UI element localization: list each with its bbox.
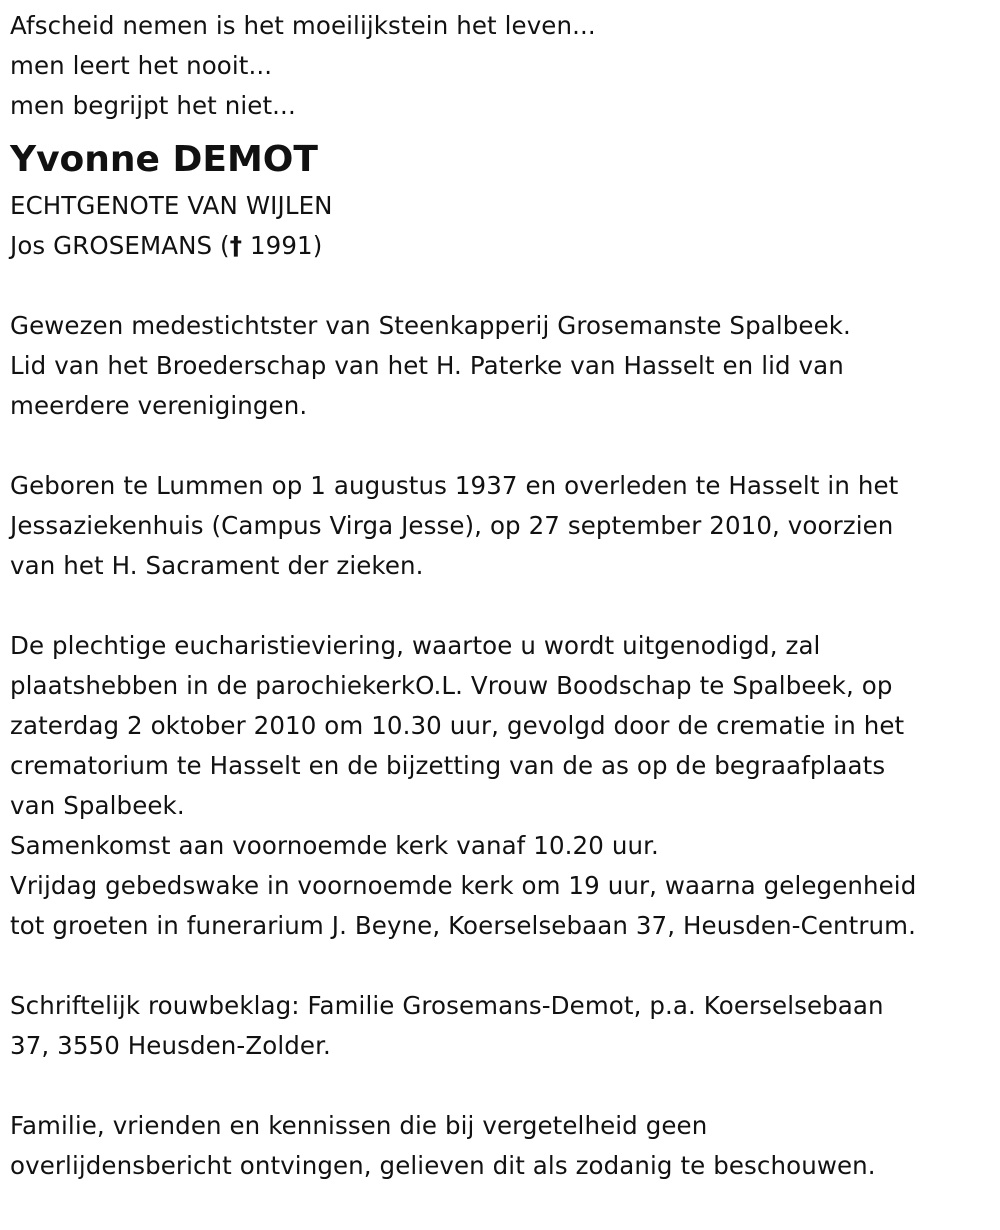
closing-section [10, 1106, 1000, 1186]
ceremony-section [10, 626, 1000, 946]
ceremony-line: De plechtige eucharistieviering, waartoe u wordt uitgenodigd, zal [10, 631, 821, 660]
poem-line: men leert het nooit... [10, 51, 273, 80]
cross-icon: † [229, 231, 243, 260]
bio-line: Lid van het Broederschap van het H. Paterke van Hasselt en lid van [10, 351, 844, 380]
relation-text: ECHTGENOTE VAN WIJLEN [10, 191, 333, 220]
poem-line: men begrijpt het niet... [10, 91, 296, 120]
birth-death-line: Geboren te Lummen op 1 augustus 1937 en overleden te Hasselt in het [10, 471, 899, 500]
spouse-name: Jos GROSEMANS ( [10, 231, 230, 260]
condolence-section [10, 986, 1000, 1066]
condolence-line: Schriftelijk rouwbeklag: Familie Grosemans-Demot, p.a. Koerselsebaan [10, 991, 884, 1020]
spouse-line [10, 226, 1000, 266]
ceremony-line: plaatshebben in de parochiekerkO.L. Vrouw Boodschap te Spalbeek, op [10, 671, 893, 700]
ceremony-line: van Spalbeek. [10, 791, 185, 820]
spacer [10, 946, 1000, 986]
condolence-line: 37, 3550 Heusden-Zolder. [10, 1031, 331, 1060]
vigil-line: tot groeten in funerarium J. Beyne, Koerselsebaan 37, Heusden-Centrum. [10, 911, 916, 940]
birth-death-section [10, 466, 1000, 586]
poem-line: Afscheid nemen is het moeilijkstein het leven... [10, 11, 596, 40]
spacer [10, 266, 1000, 306]
bio-line: meerdere verenigingen. [10, 391, 308, 420]
birth-death-line: van het H. Sacrament der zieken. [10, 551, 424, 580]
spacer [10, 1066, 1000, 1106]
bio-section [10, 306, 1000, 426]
poem-section [10, 6, 1000, 126]
ceremony-line: crematorium te Hasselt en de bijzetting van de as op de begraafplaats [10, 751, 886, 780]
closing-line: overlijdensbericht ontvingen, gelieven dit als zodanig te beschouwen. [10, 1151, 876, 1180]
spouse-death-year: 1991) [242, 231, 323, 260]
vigil-line: Vrijdag gebedswake in voornoemde kerk om 19 uur, waarna gelegenheid [10, 871, 917, 900]
birth-death-line: Jessaziekenhuis (Campus Virga Jesse), op 27 september 2010, voorzien [10, 511, 894, 540]
spacer [10, 586, 1000, 626]
bio-line: Gewezen medestichtster van Steenkapperij Grosemanste Spalbeek. [10, 311, 851, 340]
ceremony-line: zaterdag 2 oktober 2010 om 10.30 uur, gevolgd door de crematie in het [10, 711, 905, 740]
gathering-line: Samenkomst aan voornoemde kerk vanaf 10.20 uur. [10, 831, 659, 860]
spacer [10, 426, 1000, 466]
deceased-name: Yvonne DEMOT [10, 139, 318, 180]
closing-line: Familie, vrienden en kennissen die bij vergetelheid geen [10, 1111, 708, 1140]
